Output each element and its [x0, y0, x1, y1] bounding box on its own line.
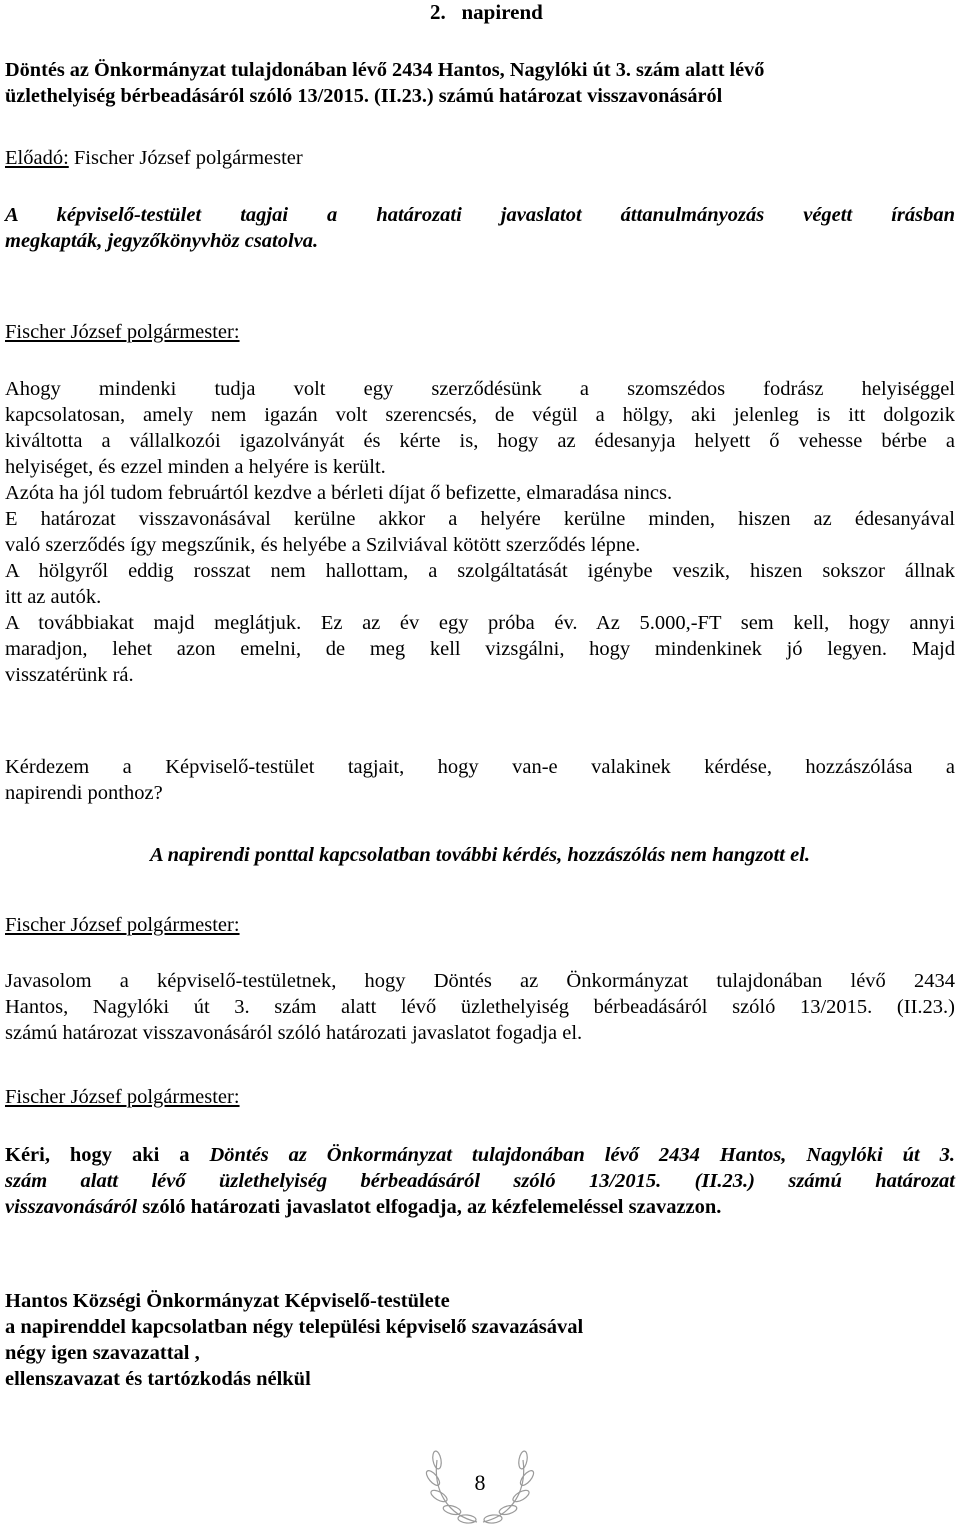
speech-line: számú határozat visszavonásáról szóló határozati javaslatot fogadja el. — [5, 1022, 583, 1044]
speech-line: kapcsolatosan, amely nem igazán volt szerencsés, de végül a hölgy, aki jelenleg is itt dolgozik — [5, 404, 955, 426]
speech-text: Kéri, hogy aki a — [5, 1144, 210, 1166]
speech-line: helyiséget, és ezzel minden a helyére is került. — [5, 456, 386, 478]
speech-line: visszatérünk rá. — [5, 664, 134, 686]
agenda-title-line: Döntés az Önkormányzat tulajdonában lévő 2434 Hantos, Nagylóki út 3. szám alatt lévő — [5, 59, 765, 81]
notice-line: megkapták, jegyzőkönyvhöz csatolva. — [5, 230, 319, 252]
question-line: napirendi ponthoz? — [5, 782, 163, 804]
no-comment-note — [5, 842, 955, 868]
speech-line: Javasolom a képviselő-testületnek, hogy Döntés az Önkormányzat tulajdonában lévő 2434 — [5, 970, 955, 992]
question — [5, 754, 955, 806]
speech-text: szóló határozati javaslatot elfogadja, az kézfelemeléssel szavazzon. — [137, 1196, 722, 1218]
agenda-item-label: napirend — [461, 0, 543, 24]
speech-line: Ahogy mindenki tudja volt egy szerződésünk a szomszédos fodrász helyiséggel — [5, 378, 955, 400]
speech-line: kiváltotta a vállalkozói igazolványát és kérte is, hogy az édesanyja helyett ő vehesse bérbe a — [5, 430, 955, 452]
speech-2 — [5, 968, 955, 1046]
vote-result — [5, 1288, 955, 1392]
agenda-item-number: 2. — [430, 0, 446, 24]
speaker-label: Fischer József polgármester: — [5, 321, 240, 343]
vote-line: Hantos Községi Önkormányzat Képviselő-testülete — [5, 1290, 450, 1312]
page-number: 8 — [474, 1470, 486, 1495]
presenter-label: Előadó: — [5, 147, 69, 169]
speech-line: itt az autók. — [5, 586, 102, 608]
speech-3 — [5, 1142, 955, 1220]
vote-line: a napirenddel kapcsolatban négy települési képviselő szavazásával — [5, 1316, 584, 1338]
no-comment-text: A napirendi ponttal kapcsolatban további kérdés, hozzászólás nem hangzott el. — [149, 844, 811, 866]
laurel-page-badge — [425, 1430, 535, 1525]
speech-line: A továbbiakat majd meglátjuk. Ez az év egy próba év. Az 5.000,-FT sem kell, hogy annyi — [5, 612, 955, 634]
speech-line: maradjon, lehet azon emelni, de meg kell vizsgálni, hogy mindenkinek jó legyen. Majd — [5, 638, 955, 660]
presenter-name: Fischer József polgármester — [73, 147, 303, 169]
speech-line: való szerződés így megszűnik, és helyébe a Szilviával kötött szerződés lépne. — [5, 534, 641, 556]
notice-line: A képviselő-testület tagjai a határozati javaslatot áttanulmányozás végett írásban — [5, 204, 955, 226]
vote-line: ellenszavazat és tartózkodás nélkül — [5, 1368, 311, 1390]
speaker-label: Fischer József polgármester: — [5, 914, 240, 936]
notice — [5, 202, 955, 254]
speech-line — [5, 1142, 955, 1168]
speech-line: A hölgyről eddig rosszat nem hallottam, a szolgáltatását igénybe veszik, hiszen sokszor állnak — [5, 560, 955, 582]
vote-line: négy igen szavazattal , — [5, 1342, 200, 1364]
speaker-label: Fischer József polgármester: — [5, 1086, 240, 1108]
presenter — [5, 145, 955, 171]
speech-line — [5, 1194, 955, 1220]
speech-text: visszavonásáról — [5, 1196, 138, 1218]
speech-line: Azóta ha jól tudom februártól kezdve a bérleti díjat ő befizette, elmaradása nincs. — [5, 482, 673, 504]
agenda-item-heading — [430, 0, 543, 25]
speech-line: Hantos, Nagylóki út 3. szám alatt lévő üzlethelyiség bérbeadásáról szóló 13/2015. (II.23.) — [5, 996, 955, 1018]
question-line: Kérdezem a Képviselő-testület tagjait, hogy van-e valakinek kérdése, hozzászólása a — [5, 756, 955, 778]
agenda-title-line: üzlethelyiség bérbeadásáról szóló 13/2015. (II.23.) számú határozat visszavonásáról — [5, 85, 723, 107]
speech-line: szám alatt lévő üzlethelyiség bérbeadásáról szóló 13/2015. (II.23.) számú határozat — [5, 1170, 955, 1192]
speech-line: E határozat visszavonásával kerülne akkor a helyére kerülne minden, hiszen az édesanyával — [5, 508, 955, 530]
agenda-title — [5, 57, 955, 109]
speech-1 — [5, 376, 955, 688]
speech-text: Döntés az Önkormányzat tulajdonában lévő 2434 Hantos, Nagylóki út 3. — [209, 1144, 955, 1166]
